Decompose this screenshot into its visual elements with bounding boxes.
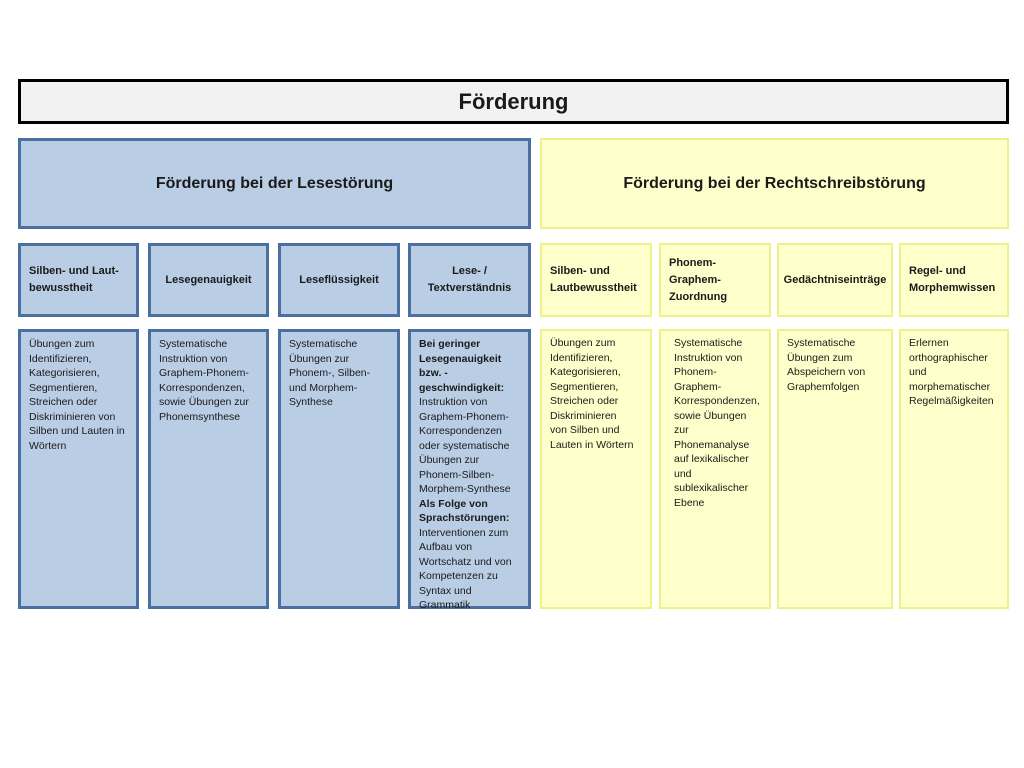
lese-sub-fluessigkeit: Leseflüssigkeit	[278, 243, 400, 317]
recht-sub-gedaechtnis: Gedächtniseinträge	[777, 243, 893, 317]
recht-content-regel: Erlernen orthographischer und morphematischer Regelmäßigkeiten	[899, 329, 1009, 609]
lese-verstaendnis-bold-1: Bei geringer Lesegenauigkeit bzw. - geschwindigkeit:	[419, 338, 505, 394]
recht-sub-regel: Regel- und Morphemwissen	[899, 243, 1009, 317]
lese-content-fluessigkeit: Systematische Übungen zur Phonem-, Silben- und Morphem- Synthese	[278, 329, 400, 609]
recht-sub-zuordnung: Phonem- Graphem- Zuordnung	[659, 243, 771, 317]
lese-sub-silben: Silben- und Laut- bewusstheit	[18, 243, 139, 317]
page-title: Förderung	[18, 79, 1009, 124]
recht-content-silben: Übungen zum Identifizieren, Kategorisieren, Segmentieren, Streichen oder Diskriminieren von Silben und Lauten in Wörtern	[540, 329, 652, 609]
lese-verstaendnis-bold-2: Als Folge von Sprachstörungen:	[419, 497, 510, 524]
recht-content-zuordnung: Systematische Instruktion von Phonem- Graphem- Korrespondenzen, sowie Übungen zur Phonemanalyse auf lexikalischer und sublexikalischer Ebene	[659, 329, 771, 609]
lese-content-verstaendnis	[408, 329, 531, 609]
lese-sub-genauigkeit: Lesegenauigkeit	[148, 243, 269, 317]
lese-verstaendnis-text-1: Instruktion von Graphem-Phonem- Korrespondenzen oder systematische Übungen zur Phonem-Silben- Morphem-Synthese	[419, 396, 511, 495]
lese-sub-verstaendnis: Lese- / Textverständnis	[408, 243, 531, 317]
recht-sub-silben: Silben- und Lautbewusstheit	[540, 243, 652, 317]
lese-content-silben: Übungen zum Identifizieren, Kategorisieren, Segmentieren, Streichen oder Diskriminieren von Silben und Lauten in Wörtern	[18, 329, 139, 609]
lese-verstaendnis-text-2: Interventionen zum Aufbau von Wortschatz und von Kompetenzen zu Syntax und Grammatik	[419, 526, 512, 611]
lese-content-genauigkeit: Systematische Instruktion von Graphem-Phonem- Korrespondenzen, sowie Übungen zur Phonemsynthese	[148, 329, 269, 609]
recht-content-gedaechtnis: Systematische Übungen zum Abspeichern von Graphemfolgen	[777, 329, 893, 609]
lese-header: Förderung bei der Lesestörung	[18, 138, 531, 229]
recht-header: Förderung bei der Rechtschreibstörung	[540, 138, 1009, 229]
